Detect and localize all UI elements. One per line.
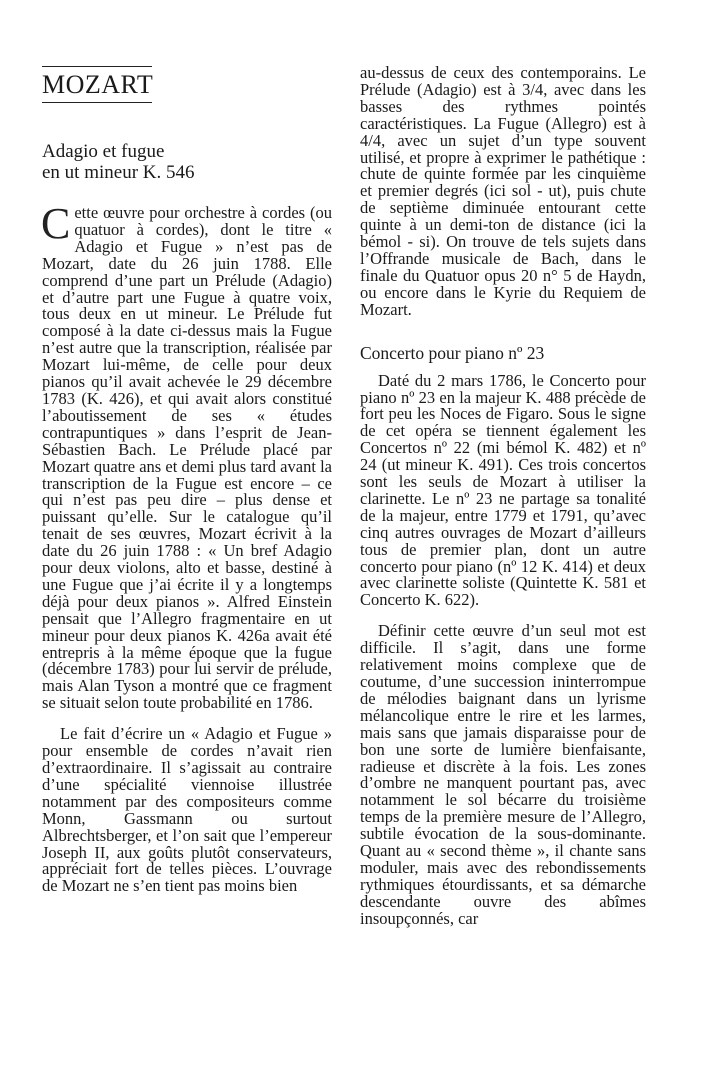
section-title-line-2: en ut mineur K. 546: [42, 162, 195, 183]
right-paragraph-3: Définir cette œuvre d’un seul mot est difficile. Il s’agit, dans une forme relativement moins complexe que de coutume, d’une succession ininterrompue de mélodies baignant dans un lyrisme mélancolique entre le rire et les larmes, mais sans que jamais disparaisse pour de bon une sorte de lumière bienfaisante, radieuse et discrète à la fois. Les zones d’ombre ne manquent pourtant pas, avec notamment le sol bécarre du troisième temps de la première mesure de l’Allegro, subtile évocation de la sous-dominante. Quant au « second thème », il chante sans moduler, mais avec des rebondissements rythmiques étourdissants, et sa démarche descendante ouvre des abîmes insoupçonnés, car: [360, 621, 646, 928]
left-paragraph-2: Le fait d’écrire un « Adagio et Fugue » pour ensemble de cordes n’avait rien d’extraordinaire. Il s’agissait au contraire d’une spécialité viennoise illustrée notamment par des compositeurs comme Monn, Gassmann ou surtout Albrechtsberger, et l’on sait que l’empereur Joseph II, aux goûts plutôt conservateurs, appréciait fort de telles pièces. L’ouvrage de Mozart ne s’en tient pas moins bien: [42, 724, 332, 896]
right-paragraph-1: au-dessus de ceux des contemporains. Le Prélude (Adagio) est à 3/4, avec dans les basses des rythmes pointés caractéristiques. La Fugue (Allegro) est à 4/4, avec un sujet d’un type souvent utilisé, et propre à exprimer le pathétique : chute de quinte formée par les cinquième et premier degrés (ici sol - ut), puis chute de septième diminuée entourant cette quinte à un demi-ton de distance (ici la bémol - si). On trouve de tels sujets dans l’Offrande musicale de Bach, dans le finale du Quatuor opus 20 n° 5 de Haydn, ou encore dans le Kyrie du Requiem de Mozart.: [360, 63, 646, 319]
section-title-line-1: Adagio et fugue: [42, 141, 165, 162]
section-title-concerto: Concerto pour piano nº 23: [360, 342, 545, 363]
page-heading: MOZART: [42, 70, 154, 99]
left-column: [41, 199, 332, 896]
right-column: [360, 65, 646, 928]
left-paragraph-1-text: ette œuvre pour orchestre à cordes (ou quatuor à cordes), dont le titre « Adagio et Fugue » n’est pas de Mozart, date du 26 juin 1788. Elle comprend d’une part un Prélude (Adagio) et d’autre part une Fugue à quatre voix, tous deux en ut mineur. Le Prélude fut composé à la date ci-dessus mais la Fugue n’est autre que la transcription, réalisée par Mozart lui-même, de celle pour deux pianos qu’il avait achevée le 29 décembre 1783 (K. 426), et qui avait alors constitué l’aboutissement de ses « études contrapuntiques » dans l’esprit de Jean-Sébastien Bach. Le Prélude placé par Mozart quatre ans et demi plus tard avant la transcription de la Fugue est encore – ce qui n’est pas peu dire – plus dense et puissant qu’elle. Sur le catalogue qu’il tenait de ses œuvres, Mozart écrivit à la date du 26 juin 1788 : « Un bref Adagio pour deux violons, alto et basse, destiné à une Fugue que j’ai écrite il y a longtemps déjà pour deux pianos ». Alfred Einstein pensait que l’Allegro fragmentaire en ut mineur pour deux pianos K. 426a avait été entrepris à la même époque que la fugue (décembre 1783) pour lui servir de prélude, mais Alan Tyson a montré que ce fragment se situait selon toute probabilité en 1786.: [42, 203, 332, 713]
drop-cap: C: [41, 199, 71, 248]
heading-rule-bottom: [42, 102, 152, 103]
heading-rule-top: [42, 66, 152, 67]
section-title-adagio: [42, 141, 195, 183]
left-paragraph-1: [41, 199, 332, 713]
right-paragraph-2: Daté du 2 mars 1786, le Concerto pour piano nº 23 en la majeur K. 488 précède de fort peu les Noces de Figaro. Sous le signe de cet opéra se tiennent également les Concertos nº 22 (mi bémol K. 482) et nº 24 (ut mineur K. 491). Ces trois concertos sont les seuls de Mozart à utiliser la clarinette. Le nº 23 ne partage sa tonalité de la majeur, entre 1779 et 1791, qu’avec cinq autres ouvrages de Mozart d’ailleurs tous de premier plan, dont un autre concerto pour piano (nº 12 K. 414) et deux avec clarinette soliste (Quintette K. 581 et Concerto K. 622).: [360, 370, 646, 610]
